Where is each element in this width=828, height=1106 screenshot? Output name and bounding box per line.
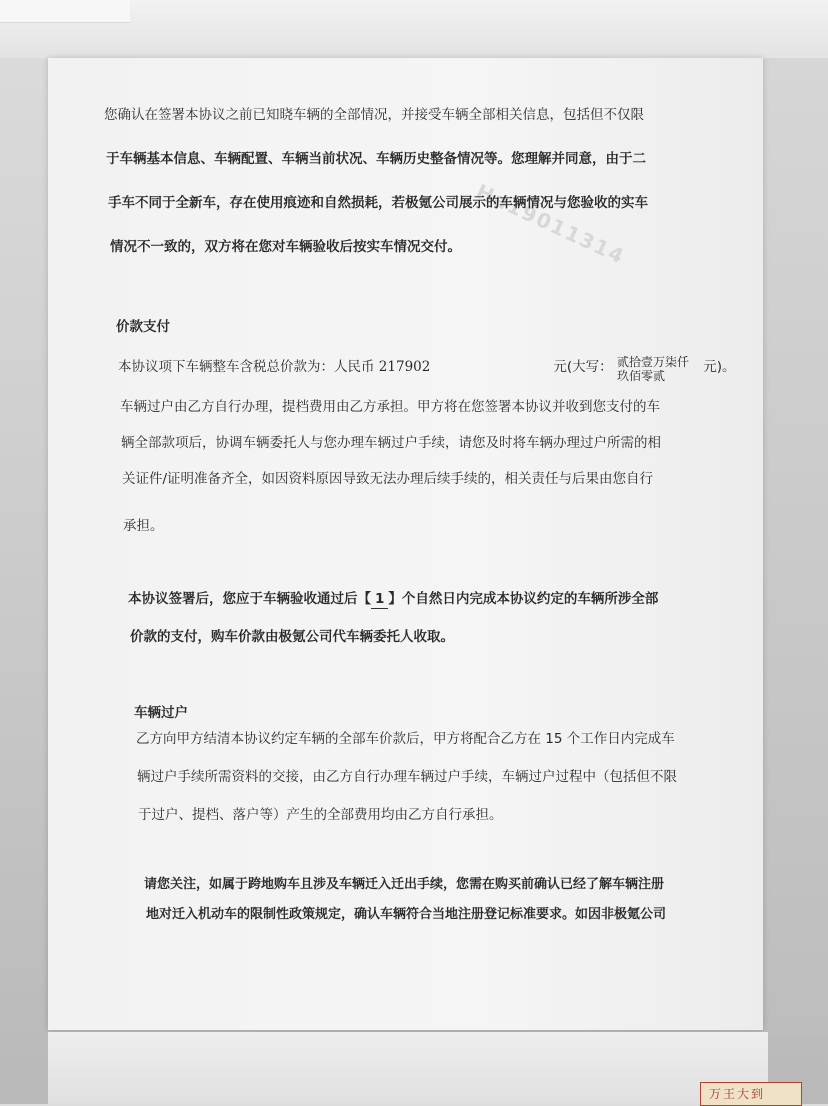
price-caps: [616, 355, 699, 383]
document-tab[interactable]: [0, 0, 130, 23]
price-amount: 217902: [378, 359, 431, 375]
deadline-suffix: 】个自然日内完成本协议约定的车辆所涉全部: [388, 591, 659, 607]
transfer-line-2: 辆过户手续所需资料的交接，由乙方自行办理车辆过户手续，车辆过户过程中（包括但不限: [137, 769, 677, 785]
right-margin: [763, 58, 828, 1038]
deadline-days: 1: [371, 590, 388, 609]
watermark: Ha19011314: [472, 178, 630, 270]
notice-line-2: 地对迁入机动车的限制性政策规定，确认车辆符合当地注册登记标准要求。如因非极氪公司: [146, 907, 667, 922]
app-toolbar: [0, 0, 828, 58]
sticker-text: 万王大到: [709, 1087, 766, 1101]
payment-heading: 价款支付: [116, 319, 170, 335]
price-prefix: 本协议项下车辆整车含税总价款为：人民币: [118, 359, 375, 375]
notice-line-1: 请您关注，如属于跨地购车且涉及车辆迁入迁出手续，您需在购买前确认已经了解车辆注册: [144, 877, 665, 892]
transfer-line-3: 于过户、提档、落户等）产生的全部费用均由乙方自行承担。: [138, 807, 503, 823]
price-suffix: 元)。: [703, 359, 736, 375]
sticker-label: [700, 1082, 802, 1106]
intro-line-3: 手车不同于全新车，存在使用痕迹和自然损耗，若极氪公司展示的车辆情况与您验收的实车: [108, 195, 648, 211]
payment-line-3: 关证件/证明准备齐全，如因资料原因导致无法办理后续手续的，相关责任与后果由您自行: [122, 471, 654, 487]
payment-line-2: 辆全部款项后，协调车辆委托人与您办理车辆过户手续，请您及时将车辆办理过户所需的相: [121, 435, 661, 451]
transfer-line-1: 乙方向甲方结清本协议约定车辆的全部车价款后，甲方将配合乙方在 15 个工作日内完成车: [136, 731, 675, 747]
intro-line-2: 于车辆基本信息、车辆配置、车辆当前状况、车辆历史整备情况等。您理解并同意，由于二: [106, 151, 646, 167]
deadline-prefix: 本协议签署后，您应于车辆验收通过后【: [128, 591, 371, 607]
price-caps-line-1: 贰拾壹万柒仟: [616, 355, 689, 369]
price-middle: 元(大写：: [553, 359, 613, 375]
price-caps-line-2: 玖佰零贰: [616, 369, 665, 383]
deadline-line-2: 价款的支付，购车价款由极氪公司代车辆委托人收取。: [130, 629, 454, 645]
intro-line-1: 您确认在签署本协议之前已知晓车辆的全部情况，并接受车辆全部相关信息，包括但不仅限: [104, 107, 644, 123]
intro-line-4: 情况不一致的，双方将在您对车辆验收后按实车情况交付。: [110, 239, 461, 255]
transfer-heading: 车辆过户: [134, 705, 188, 721]
price-line: [118, 355, 736, 383]
payment-line-4: 承担。: [123, 518, 164, 534]
payment-line-1: 车辆过户由乙方自行办理，提档费用由乙方承担。甲方将在您签署本协议并收到您支付的车: [120, 399, 660, 415]
next-page-edge: [48, 1032, 768, 1104]
deadline-line-1: [128, 590, 658, 609]
